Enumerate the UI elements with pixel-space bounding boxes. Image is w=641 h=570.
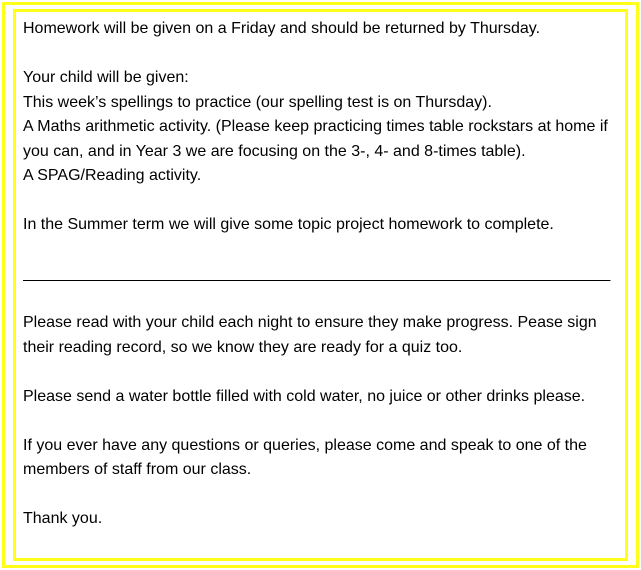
spacer bbox=[23, 287, 628, 312]
spacer bbox=[23, 360, 628, 385]
document-frame bbox=[2, 2, 639, 568]
water-bottle-text: Please send a water bottle filled with cold water, no juice or other drinks please. bbox=[23, 387, 586, 405]
maths-text: A Maths arithmetic activity. (Please keep practicing times table rockstars at home if you can, and in Year 3 we are focusing on the 3-, 4- and 8-times table). bbox=[23, 118, 608, 160]
spacer bbox=[23, 42, 628, 67]
spellings-text: This week’s spellings to practice (our spelling test is on Thursday). bbox=[23, 93, 492, 111]
spacer bbox=[23, 483, 628, 508]
homework-day-text: Homework will be given on a Friday and should be returned by Thursday. bbox=[23, 20, 541, 37]
divider-line: __________________________________________________________________ bbox=[23, 265, 611, 282]
homework-notice bbox=[23, 17, 628, 532]
spacer bbox=[23, 238, 628, 263]
reading-text: Please read with your child each night to ensure they make progress. Pease sign their reading record, so we know they are ready for a quiz too. bbox=[23, 314, 597, 356]
spag-text: A SPAG/Reading activity. bbox=[23, 167, 202, 184]
spacer bbox=[23, 189, 628, 214]
thank-you-text: Thank you. bbox=[23, 510, 103, 527]
summer-term-text: In the Summer term we will give some topic project homework to complete. bbox=[23, 216, 554, 233]
spacer bbox=[23, 409, 628, 434]
questions-text: If you ever have any questions or queries, please come and speak to one of the members of staff from our class. bbox=[23, 436, 587, 478]
given-intro-text: Your child will be given: bbox=[23, 69, 189, 86]
